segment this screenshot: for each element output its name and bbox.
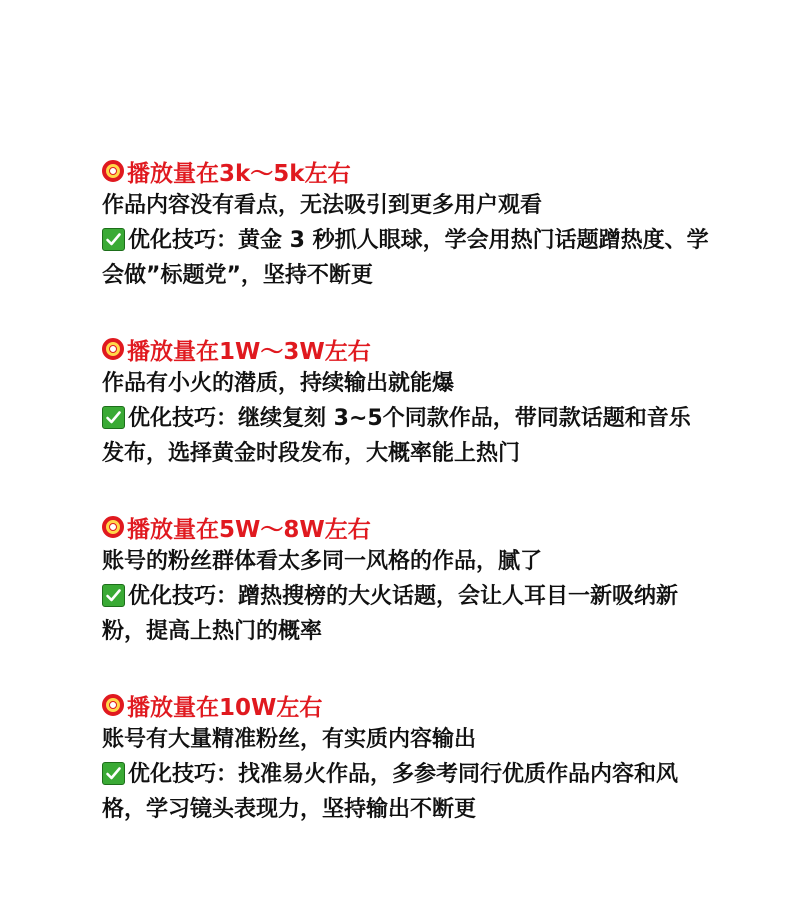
tip-text: 优化技巧：黄金 3 秒抓人眼球，学会用热门话题蹭热度、学会做”标题党”，坚持不断更 xyxy=(102,228,709,288)
check-mark-icon xyxy=(102,584,125,607)
section-tip xyxy=(102,579,712,649)
heading-text: 播放量在5W～8W左右 xyxy=(127,516,371,543)
section-heading xyxy=(102,331,742,367)
red-circle-icon xyxy=(102,160,124,182)
section-1w-3w xyxy=(102,331,742,471)
red-circle-icon xyxy=(102,338,124,360)
section-tip xyxy=(102,401,712,471)
check-mark-icon xyxy=(102,228,125,251)
check-mark-icon xyxy=(102,406,125,429)
section-summary: 作品内容没有看点，无法吸引到更多用户观看 xyxy=(102,193,543,218)
heading-text: 播放量在10W左右 xyxy=(127,694,323,721)
red-circle-icon xyxy=(102,516,124,538)
red-circle-icon xyxy=(102,694,124,716)
section-tip xyxy=(102,757,712,827)
check-mark-icon xyxy=(102,762,125,785)
section-10w xyxy=(102,687,742,827)
section-tip xyxy=(102,223,712,293)
tip-text: 优化技巧：找准易火作品，多参考同行优质作品内容和风格，学习镜头表现力，坚持输出不断更 xyxy=(102,762,679,822)
section-heading xyxy=(102,687,742,723)
tip-text: 优化技巧：蹭热搜榜的大火话题，会让人耳目一新吸纳新粉，提高上热门的概率 xyxy=(102,584,679,644)
heading-text: 播放量在1W～3W左右 xyxy=(127,338,371,365)
section-summary: 账号有大量精准粉丝，有实质内容输出 xyxy=(102,727,477,752)
section-summary: 作品有小火的潜质，持续输出就能爆 xyxy=(102,371,455,396)
section-heading xyxy=(102,509,742,545)
section-5w-8w xyxy=(102,509,742,649)
heading-text: 播放量在3k～5k左右 xyxy=(127,160,351,187)
section-summary: 账号的粉丝群体看太多同一风格的作品，腻了 xyxy=(102,549,543,574)
section-3k-5k xyxy=(102,153,742,293)
tip-text: 优化技巧：继续复刻 3~5个同款作品，带同款话题和音乐发布，选择黄金时段发布，大概率能上热门 xyxy=(102,406,691,466)
section-heading xyxy=(102,153,742,189)
